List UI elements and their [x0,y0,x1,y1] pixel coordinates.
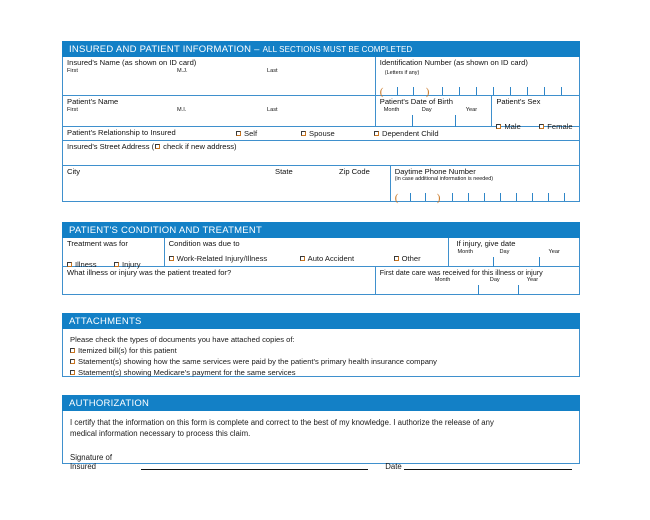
patients-name-last-label: Last [267,106,278,113]
row-insured-street-address [63,140,579,165]
checkbox-relationship-spouse[interactable] [301,129,335,138]
treatment-was-for-label: Treatment was for [67,239,128,248]
cell-identification-number[interactable] [375,57,579,98]
first-date-sublabels [380,277,575,285]
daytime-phone-label: Daytime Phone Number [394,167,476,176]
phone-open-paren: ( [394,192,399,204]
street-address-label-text: Insured's Street Address ( [67,142,155,151]
section-header-authorization [62,395,580,411]
section-title-dash: – [251,44,263,55]
date-input-line[interactable] [404,468,572,470]
signature-row [70,453,572,471]
row-illness-description-first-date [63,266,579,294]
checkbox-condition-work-related[interactable] [169,254,268,263]
checkbox-relationship-dependent-child[interactable] [374,129,439,138]
injury-date-sublabels [453,249,576,257]
section-header-attachments [62,313,580,329]
id-open-paren: ( [379,86,384,98]
first-date-care-label: First date care was received for this illness or injury [379,268,543,277]
patients-name-label: Patient's Name [67,97,119,106]
injury-divider-1 [493,257,494,267]
checkbox-icon[interactable] [300,256,305,261]
checkbox-relationship-dependent-child-label: Dependent Child [382,129,439,138]
checkbox-condition-other[interactable] [394,254,421,263]
dob-divider-1 [412,115,413,127]
checkbox-icon[interactable] [394,256,399,261]
cell-insured-street-address[interactable] [63,141,579,165]
dob-month-label: Month [383,106,400,113]
patients-name-first-label: First [67,106,78,113]
section-title-attachments: ATTACHMENTS [69,316,142,327]
checkbox-relationship-spouse-label: Spouse [309,129,335,138]
first-date-year-label: Year [526,277,539,284]
section-header-insured-patient-information [62,41,580,57]
patient-sex-label: Patient's Sex [496,97,541,106]
checkbox-condition-other-label: Other [401,253,421,263]
cell-what-illness-treated-for[interactable] [63,267,375,294]
first-date-divider-2 [518,285,519,295]
insurance-claim-form [62,41,580,472]
checkbox-icon[interactable] [70,348,75,353]
first-date-month-label: Month [434,277,451,284]
cell-patient-relationship[interactable] [63,127,579,140]
section-title-insured-patient: INSURED AND PATIENT INFORMATION [69,44,252,55]
insureds-name-sublabels [67,68,371,76]
checkbox-icon[interactable] [374,131,379,136]
checkbox-sex-male-label: Male [504,121,521,131]
cell-patient-date-of-birth[interactable] [375,96,492,126]
date-of-birth-label: Patient's Date of Birth [379,97,453,106]
cell-patient-sex[interactable] [491,96,579,131]
injury-date-year-label: Year [548,248,560,255]
street-address-check-text: check if new address) [163,142,237,151]
patients-name-mi-label: M.I. [177,106,187,113]
row-patient-name-dob-sex [63,95,579,131]
identification-number-label: Identification Number (as shown on ID card) [379,58,528,67]
cell-insureds-name[interactable] [63,57,375,95]
checkbox-treatment-injury-label: Injury [121,259,141,269]
checkbox-icon[interactable] [236,131,241,136]
insureds-name-first-label: First [67,67,78,74]
dob-divider-2 [455,115,456,127]
attachment-item-itemized-bill[interactable] [70,345,572,356]
checkbox-condition-auto-accident-label: Auto Accident [307,253,355,263]
checkbox-condition-auto-accident[interactable] [300,254,354,263]
checkbox-icon[interactable] [169,256,174,261]
daytime-phone-sublabel: (in case additional information is needed) [394,175,494,182]
attachment-item-primary-insurance-statement[interactable] [70,356,572,367]
checkbox-sex-female-label: Female [547,121,573,131]
checkbox-condition-work-related-label: Work-Related Injury/Illness [176,253,268,263]
row-insured-name [63,57,579,98]
date-label: Date [385,462,402,472]
date-of-birth-sublabels [380,107,488,115]
phone-close-paren: ) [436,192,441,204]
daytime-phone-comb[interactable] [394,192,573,204]
checkbox-icon[interactable] [70,359,75,364]
dob-year-label: Year [465,106,478,113]
checkbox-icon[interactable] [301,131,306,136]
cell-condition-was-due-to[interactable] [164,238,448,266]
first-date-dividers [380,285,575,310]
insureds-name-mi-label: M.J. [177,67,188,74]
attachment-item-label: Statement(s) showing how the same services were paid by the patient's primary health insurance company [78,357,437,366]
signature-input-line[interactable] [141,468,368,470]
if-injury-give-date-label: If injury, give date [456,239,516,248]
first-date-day-label: Day [489,277,500,284]
section-title-condition-treatment: PATIENT'S CONDITION AND TREATMENT [69,225,263,236]
street-address-label [67,143,575,152]
cell-treatment-was-for[interactable] [63,238,164,269]
zip-code-label: Zip Code [339,167,370,176]
row-patient-relationship [63,126,579,140]
authorization-statement [70,418,572,439]
cell-if-injury-give-date[interactable] [448,238,580,266]
checkbox-icon[interactable] [114,262,119,267]
attachments-box [62,329,580,377]
row-city-state-zip-phone [63,165,579,204]
checkbox-icon[interactable] [67,262,72,267]
cell-first-date-care-received[interactable] [375,267,579,294]
checkbox-icon[interactable] [155,144,160,149]
cell-city-state-zip[interactable] [63,166,390,201]
injury-date-day-label: Day [499,248,510,255]
patients-name-sublabels [67,107,371,115]
section-title-authorization: AUTHORIZATION [69,398,150,409]
section-subtitle-all-sections: ALL SECTIONS MUST BE COMPLETED [262,45,413,54]
first-date-divider-1 [478,285,479,295]
injury-date-month-label: Month [457,248,474,255]
signature-of-insured-label: Signature of Insured [70,453,113,472]
attachment-item-label: Itemized bill(s) for this patient [78,346,177,355]
cell-daytime-phone-number[interactable] [390,166,579,204]
row-treatment-condition [63,238,579,269]
what-illness-label: What illness or injury was the patient treated for? [67,268,232,277]
checkbox-icon[interactable] [70,370,75,375]
authorization-statement-line2: medical information necessary to process this claim. [70,428,251,438]
insureds-name-last-label: Last [267,67,278,74]
cell-patients-name[interactable] [63,96,375,126]
insured-patient-grid [62,57,580,202]
condition-due-to-label: Condition was due to [168,239,240,248]
relationship-label: Patient's Relationship to Insured [67,128,176,137]
state-label: State [275,167,293,176]
attachments-intro: Please check the types of documents you have attached copies of: [70,335,295,344]
authorization-box [62,411,580,472]
city-label: City [67,167,81,176]
section-header-patient-condition-treatment [62,222,580,238]
insureds-name-label: Insured's Name (as shown on ID card) [67,58,197,67]
checkbox-treatment-illness-label: Illness [75,259,97,269]
id-close-paren: ) [425,86,430,98]
condition-treatment-grid [62,238,580,295]
checkbox-relationship-self-label: Self [244,129,258,138]
authorization-statement-line1: I certify that the information on this form is complete and correct to the best of my knowledge. I authorize the release of any [70,418,494,427]
checkbox-relationship-self[interactable] [236,129,257,138]
identification-number-comb[interactable] [379,86,573,98]
dob-day-label: Day [421,106,432,113]
letters-if-any-label: (Letters if any) [384,69,420,76]
injury-divider-2 [539,257,540,267]
attachment-item-label: Statement(s) showing Medicare's payment for the same services [78,368,296,377]
